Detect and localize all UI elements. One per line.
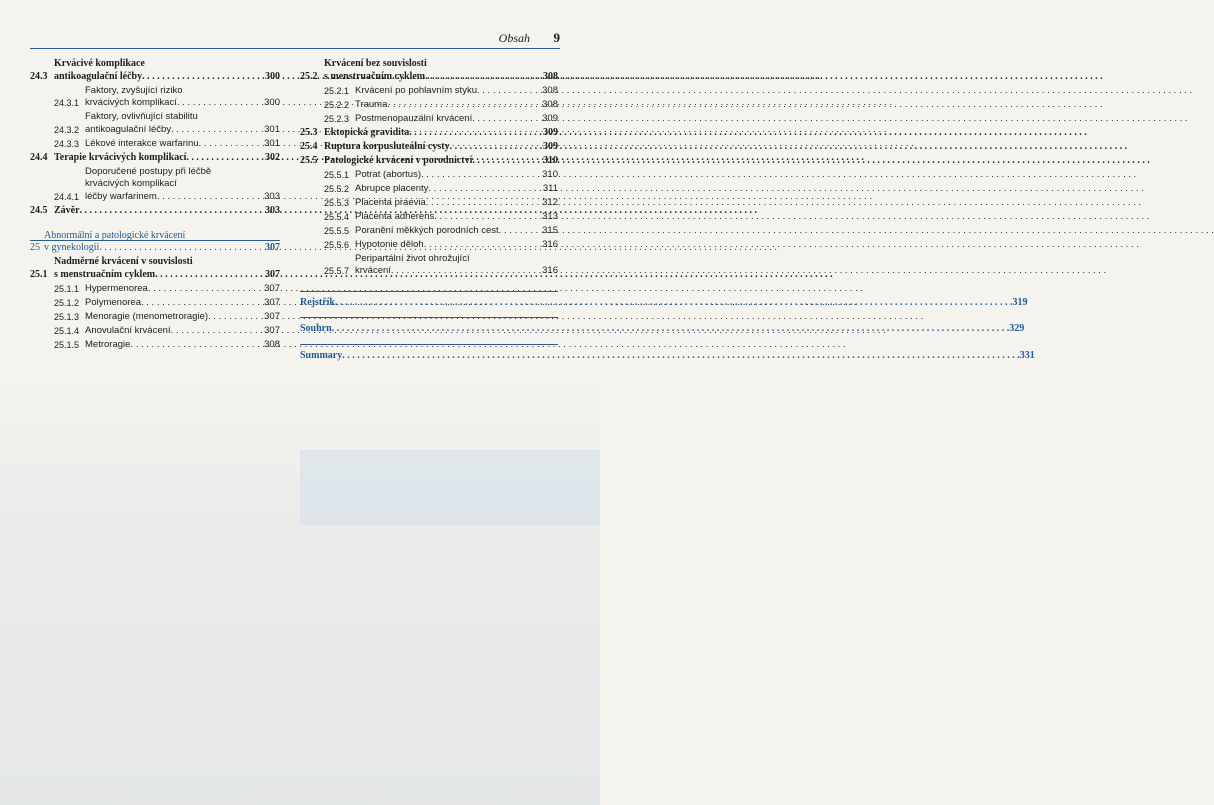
toc-entry-title-line: Placenta praevia [355,196,426,208]
toc-entry-number: 25.5.2 [324,183,350,194]
toc-entry-title-line: antikoagulační léčby [54,70,143,82]
toc-entry-title-line: Poranění měkkých porodních cest [355,224,499,236]
toc-entry-title [355,239,542,252]
toc-entry-title [85,111,264,136]
toc-entry-number: 25 [30,242,40,253]
toc-entry-24-3 [30,58,280,83]
page-number: 9 [553,30,560,45]
back-matter-label: Rejstřík [300,297,335,308]
toc-entry-title-line: Závěr [54,205,80,216]
toc-entry-25-5-1 [300,169,558,182]
toc-entry-25-5-4 [300,211,558,224]
toc-back-matter-summary [300,350,1035,361]
dot-leader [425,71,543,84]
toc-entry-25-5-7 [300,253,558,278]
toc-entry-number: 24.3.2 [54,124,80,135]
toc-entry-24-3-2 [30,111,280,136]
toc-entry-title [85,166,264,204]
toc-entry-title-line: Trauma [355,98,388,110]
toc-entry-number: 25.2.2 [324,99,350,110]
toc-entry-25-2-2 [300,99,558,112]
toc-entry-title-line: Faktory, zvyšující riziko [85,84,183,96]
back-matter-page: 319 [1012,297,1028,308]
toc-entry-title [324,127,543,140]
toc-entry-number: 25.1.5 [54,339,80,350]
toc-entry-number: 25.5.1 [324,169,350,180]
toc-entry-page: 310 [542,168,558,180]
toc-entry-title-line: Postmenopauzální krvácení [355,112,473,124]
dot-leader [141,297,264,310]
toc-entry-title [54,58,265,83]
toc-entry-title-line: s menstruačním cyklem [324,70,426,82]
toc-entry-page: 303 [264,190,280,202]
back-matter-label: Summary [300,350,343,361]
dot-leader [171,124,264,137]
toc-entry-page: 309 [542,112,558,124]
toc-entry-number: 25.1.3 [54,311,80,322]
toc-entry-number: 25.5.6 [324,239,350,250]
toc-entry-number: 24.3.3 [54,138,80,149]
toc-entry-title [85,297,264,310]
toc-entry-page: 307 [264,324,280,336]
toc-entry-title-line: Ektopická gravidita [324,126,410,138]
dot-leader [426,197,542,210]
toc-entry-title-line: Anovulační krvácení [85,324,171,336]
toc-entry-title [324,58,543,83]
toc-entry-title-line: Abrupce placenty [355,182,429,194]
dot-leader [477,85,542,98]
toc-entry-title [85,325,264,338]
toc-entry-title-line: Patologické krvácení v porodnictví [324,154,473,166]
toc-entry-number: 25.5.3 [324,197,350,208]
dot-leader [148,283,264,296]
toc-left-column [30,58,280,353]
toc-entry-number: 25.4 [300,140,318,152]
back-matter-page: 329 [1009,323,1025,334]
toc-entry-page: 307 [265,242,280,253]
dot-leader [130,339,264,352]
toc-entry-page: 308 [542,84,558,96]
dot-leader [472,113,542,126]
toc-entry-page: 312 [542,196,558,208]
toc-entry-title [355,99,542,112]
toc-entry-title-line: v gynekologii [44,242,100,253]
toc-entry-title [44,230,265,255]
dot-leader [157,191,264,204]
toc-entry-25-5-6 [300,239,558,252]
toc-back-matter-souhrn [300,323,1025,334]
toc-entry-page: 309 [543,140,558,152]
toc-entry-24-4 [30,152,280,165]
toc-entry-number: 25.5.5 [324,225,350,236]
show-through-band [300,450,600,525]
toc-entry-number: 24.5 [30,205,48,216]
toc-entry-page: 300 [265,70,280,82]
toc-entry-title [54,152,265,165]
toc-entry-title-line: Doporučené postupy při léčbě [85,165,212,177]
toc-entry-number: 25.1.4 [54,325,80,336]
toc-back-matter-rejst-k [300,297,1028,308]
toc-entry-page: 307 [264,282,280,294]
toc-entry-25-5-5 [300,225,558,238]
toc-entry-title-line: krvácivých komplikací [85,97,177,108]
toc-entry-title-line: Potrat (abortus) [355,168,421,180]
toc-entry-title-line: Krvácení po pohlavním styku [355,84,477,96]
dot-leader [421,169,542,182]
toc-entry-number: 25.5.7 [324,266,350,276]
toc-entry-number: 24.3.1 [54,98,80,108]
toc-entry-title-line: Menoragie (menometroragie) [85,310,209,322]
toc-entry-title [85,283,264,296]
dot-leader [80,205,265,218]
toc-entry-title [355,197,542,210]
toc-entry-number: 25.2.1 [324,85,350,96]
toc-entry-number: 24.4 [30,151,48,163]
toc-entry-page: 310 [543,154,558,166]
toc-entry-page: 300 [264,97,280,108]
toc-entry-title-line: Krvácivé komplikace [54,58,145,69]
toc-entry-25-3 [300,127,558,140]
toc-entry-25-1-1 [30,283,280,296]
toc-entry-title-line: krvácivých komplikací [85,178,177,189]
toc-entry-page: 303 [265,205,280,216]
dot-leader [199,138,265,151]
toc-entry-title [355,169,542,182]
toc-entry-25-5 [300,155,558,168]
toc-entry-number: 25.2 [300,70,318,82]
dot-leader [472,155,543,168]
toc-entry-25-1-4 [30,325,280,338]
back-matter-rule-3 [300,344,558,345]
toc-entry-title [54,205,265,218]
dot-leader [387,99,542,112]
toc-entry-title-line: Abnormální a patologické krvácení [44,229,186,241]
toc-entry-page: 309 [543,126,558,138]
toc-entry-page: 301 [264,137,280,149]
toc-entry-page: 307 [264,296,280,308]
toc-entry-number: 25.5 [300,154,318,166]
toc-entry-25 [30,230,280,255]
running-header [30,28,560,49]
toc-entry-number: 25.1.2 [54,297,80,308]
dot-leader [428,183,542,196]
toc-entry-page: 313 [542,210,558,222]
toc-entry-title [355,183,543,196]
toc-entry-25-2-3 [300,113,558,126]
toc-entry-25-5-2 [300,183,558,196]
toc-entry-page: 301 [264,123,280,135]
dot-leader [155,269,265,282]
toc-entry-24-5 [30,205,280,218]
dot-leader [142,71,265,84]
toc-entry-24-3-3 [30,138,280,151]
dot-leader [332,323,1010,334]
dot-leader [177,97,264,110]
toc-entry-title-line: Nadměrné krvácení v souvislosti [54,256,193,267]
toc-entry-page: 311 [542,182,558,194]
toc-entry-title [355,253,542,278]
chapter-25-rule [30,240,280,241]
toc-entry-25-1-2 [30,297,280,310]
toc-entry-title-line: Metroragie [85,338,131,350]
toc-entry-number: 25.1.1 [54,283,80,294]
toc-entry-title [324,141,543,154]
toc-entry-number: 25.5.4 [324,211,350,222]
toc-entry-title-line: antikoagulační léčby [85,123,172,135]
toc-entry-title [355,113,542,126]
toc-entry-25-1-5 [30,339,280,352]
toc-entry-title [355,225,542,238]
toc-entry-title-line: Hypermenorea [85,282,148,294]
dot-leader [391,265,542,278]
back-matter-rule-2 [300,317,558,318]
toc-entry-title [355,85,542,98]
toc-entry-25-2 [300,58,558,83]
toc-entry-title [355,211,542,224]
toc-entry-page: 315 [542,224,558,236]
toc-entry-page: 316 [542,238,558,250]
toc-entry-title-line: Placenta adherens [355,210,435,222]
toc-entry-title [54,256,265,281]
dot-leader [409,127,543,140]
toc-entry-page: 316 [542,265,558,276]
back-matter-label: Souhrn [300,323,332,334]
toc-entry-number: 24.3 [30,70,48,82]
toc-right-column [300,58,558,279]
dot-leader [208,311,264,324]
dot-leader [99,242,265,255]
toc-entry-page: 307 [265,268,280,280]
toc-entry-title-line: Peripartální život ohrožující [355,252,470,264]
toc-entry-number: 25.3 [300,126,318,138]
back-matter-page: 331 [1019,350,1035,361]
running-title: Obsah [498,31,530,45]
dot-leader [499,225,543,238]
toc-entry-page: 302 [265,151,280,163]
toc-entry-title [85,138,264,151]
toc-entry-title-line: krvácení [355,265,391,276]
toc-entry-25-4 [300,141,558,154]
toc-entry-title-line: léčby warfarinem [85,190,157,202]
toc-entry-25-2-1 [300,85,558,98]
dot-leader [434,211,542,224]
toc-entry-number: 24.4.1 [54,191,80,202]
dot-leader [186,152,265,165]
toc-entry-25-5-3 [300,197,558,210]
toc-entry-title-line: Ruptura korpusluteální cysty [324,140,450,152]
toc-entry-title-line: Faktory, ovlivňující stabilitu [85,111,198,122]
toc-entry-24-3-1 [30,85,280,110]
dot-leader [450,141,543,154]
toc-entry-number: 25.2.3 [324,113,350,124]
toc-entry-title-line: Polymenorea [85,296,141,308]
toc-entry-title-line: Hypotonie děloh [355,238,424,250]
toc-entry-title [85,85,264,110]
toc-entry-title-line: Terapie krvácivých komplikací [54,151,187,163]
toc-entry-title [324,155,543,168]
back-matter-rule-1 [300,291,558,292]
toc-entry-title-line: Lékové interakce warfarinu [85,137,199,149]
toc-entry-title [85,339,264,352]
toc-entry-number: 25.1 [30,268,48,280]
show-through-background [0,385,600,805]
toc-entry-page: 308 [264,338,280,350]
toc-entry-24-4-1 [30,166,280,204]
dot-leader [424,239,542,252]
dot-leader [171,325,265,338]
toc-entry-page: 307 [264,310,280,322]
toc-entry-25-1 [30,256,280,281]
toc-entry-25-1-3 [30,311,280,324]
toc-entry-title-line: Krvácení bez souvislosti [324,58,427,69]
dot-leader [335,297,1013,308]
toc-entry-title [85,311,264,324]
toc-entry-title-line: s menstruačním cyklem [54,268,156,280]
dot-leader [342,350,1020,361]
toc-entry-page: 308 [542,98,558,110]
toc-entry-page: 308 [543,70,558,82]
